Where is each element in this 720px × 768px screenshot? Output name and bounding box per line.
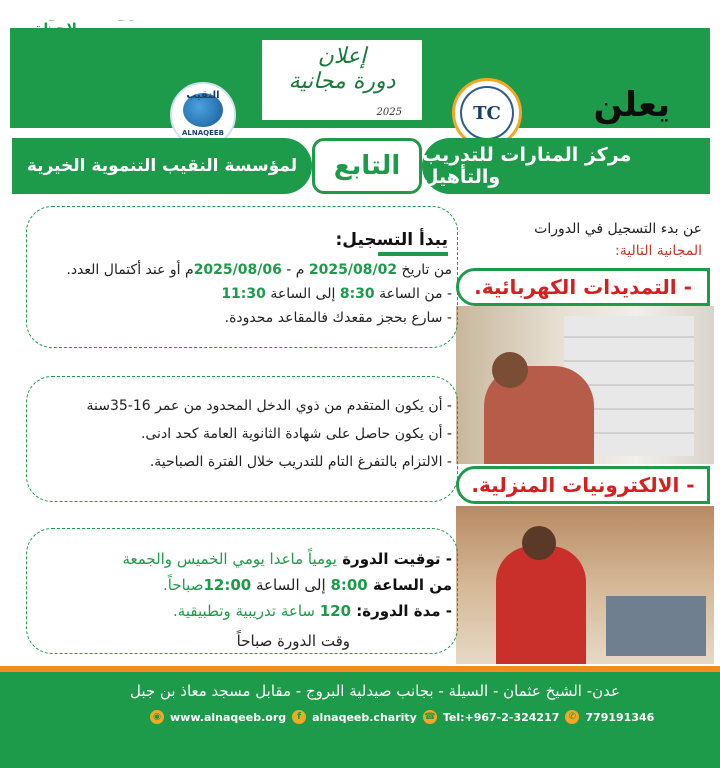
note-hours-suffix: صباحاً. xyxy=(163,576,204,594)
affiliated-label: التابع xyxy=(312,138,422,194)
note-hours-prefix: من الساعة xyxy=(367,576,452,594)
intro-text xyxy=(462,218,702,262)
footer-facebook[interactable]: alnaqeeb.charity xyxy=(312,710,417,724)
note-timing xyxy=(122,550,452,568)
student-head xyxy=(522,526,556,560)
timing-days: يومياً ماعدا يومي الخميس والجمعة xyxy=(122,550,337,568)
time-to: 11:30 xyxy=(221,286,266,302)
whatsapp-icon: ✆ xyxy=(565,710,579,724)
top-white-margin xyxy=(10,0,710,20)
announcement-label xyxy=(262,40,422,120)
student-figure xyxy=(496,546,586,664)
foundation-name-banner: لمؤسسة النقيب التنموية الخيرية xyxy=(12,138,312,194)
title-underline xyxy=(378,252,448,256)
footer-address: عدن- الشيخ عثمان - السيلة - بجانب صيدلية البروج - مقابل مسجد معاذ بن جبل xyxy=(129,682,620,700)
center-name-banner: مركز المنارات للتدريب والتأهيل xyxy=(422,138,710,194)
logo-tc-text: TC xyxy=(460,86,514,140)
note-hours xyxy=(163,576,452,594)
trainee-head xyxy=(492,352,528,388)
registration-hurry: - سارع بحجز مقعدك فالمقاعد محدودة. xyxy=(224,310,452,326)
condition-3: - الالتزام بالتفرغ التام للتدريب خلال الفترة الصباحية. xyxy=(149,454,452,470)
duration-label: - مدة الدورة: xyxy=(351,602,452,620)
registration-dates xyxy=(66,262,452,278)
note-duration xyxy=(173,602,452,620)
facebook-icon: f xyxy=(292,710,306,724)
duration-suffix: ساعة تدريبية وتطبيقية. xyxy=(173,602,320,620)
timing-label: - توقيت الدورة xyxy=(336,550,452,568)
condition-1: - أن يكون المتقدم من ذوي الدخل المحدود من عمر 16-35سنة xyxy=(86,398,452,414)
note-time-to: 12:00 xyxy=(203,576,252,594)
date-from: 2025/08/02 xyxy=(308,262,398,278)
footer-phone[interactable]: Tel:+967-2-324217 xyxy=(442,710,560,724)
registration-title-text: يبدأ التسجيل: xyxy=(335,230,448,250)
date-to: 2025/08/06 xyxy=(193,262,282,278)
globe-icon: ◉ xyxy=(150,710,164,724)
footer-contacts xyxy=(150,710,654,724)
electronics-training-photo xyxy=(456,506,714,664)
announces-heading: يعلن xyxy=(593,85,670,125)
note-morning: وقت الدورة صباحاً xyxy=(236,632,350,650)
intro-line-2: المجانية التالية: xyxy=(615,243,702,259)
workbench xyxy=(606,596,706,656)
dates-mid: م - xyxy=(281,262,309,278)
registration-title xyxy=(335,230,448,256)
note-time-from: 8:00 xyxy=(330,576,368,594)
registration-hours xyxy=(221,286,452,302)
dates-suffix: م أو عند أكتمال العدد. xyxy=(66,262,194,278)
electrical-training-photo xyxy=(456,306,714,464)
announce-title: إعلان xyxy=(317,44,367,69)
phone-icon: ☎ xyxy=(424,712,436,722)
dates-prefix: من تاريخ xyxy=(397,262,452,278)
time-from: 8:30 xyxy=(339,286,375,302)
footer-website[interactable]: www.alnaqeeb.org xyxy=(170,710,287,724)
logo-naq-arabic: النقيب xyxy=(186,90,220,101)
hours-mid: إلى الساعة xyxy=(265,286,340,302)
category-electrical: - التمديدات الكهربائية. xyxy=(456,268,710,306)
condition-2: - أن يكون حاصل على شهادة الثانوية العامة كحد ادنى. xyxy=(140,426,452,442)
category-electronics: - الالكترونيات المنزلية. xyxy=(456,466,710,504)
intro-line-1: عن بدء التسجيل في الدورات xyxy=(534,221,702,237)
duration-value: 120 xyxy=(319,602,352,620)
note-hours-mid: إلى الساعة xyxy=(251,576,331,594)
announce-year: 2025 xyxy=(376,107,402,118)
hours-prefix: - من الساعة xyxy=(374,286,452,302)
footer-whatsapp[interactable]: 779191346 xyxy=(585,710,655,724)
announce-subtitle: دورة مجانية xyxy=(288,69,396,94)
logo-naq-english: ALNAQEEB xyxy=(181,129,224,137)
